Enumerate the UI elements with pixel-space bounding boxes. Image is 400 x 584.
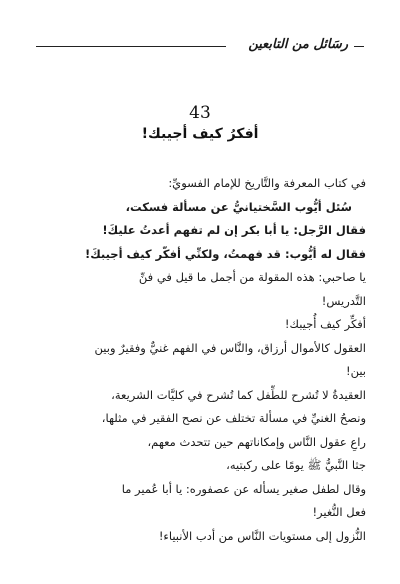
body-line: بين! bbox=[345, 364, 366, 378]
chapter-number: 43 bbox=[189, 103, 211, 123]
body-line: سُئل أيُّوب السَّختيانيُّ عن مسألة فسكت، bbox=[125, 199, 352, 214]
body-line: العقيدةُ لا تُشرح للطِّفل كما تُشرح في كليَّات الشريعة، bbox=[111, 387, 366, 402]
body-line: العقول كالأموال أرزاق، والنَّاس في الفهم غنيٌّ وفقيرٌ وبين bbox=[94, 340, 366, 355]
page-header bbox=[36, 37, 364, 57]
header-rule-right bbox=[354, 46, 364, 47]
header-rule-left bbox=[36, 46, 226, 47]
body-line: يا صاحبي: هذه المقولة من أجمل ما قيل في فنِّ bbox=[138, 270, 366, 284]
body-line: فقال الرَّجل: يا أبا بكر إن لم تفهم أعدتُ عليكَ! bbox=[102, 223, 366, 237]
body-line: فعل النُّغير! bbox=[312, 505, 366, 519]
body-line: ونصحُ الغنيِّ في مسألة تختلف عن نصح الفقير في مثلها، bbox=[101, 411, 366, 425]
body-line: راعِ عقول النَّاس وإمكاناتهم حين تتحدث معهم، bbox=[147, 434, 366, 449]
body-line: جثا النَّبيُّ ﷺ يومًا على ركبتيه، bbox=[226, 458, 366, 472]
body-line: النُّزول إلى مستويات النَّاس من أدب الأنبياء! bbox=[158, 528, 366, 543]
body-line: فقال له أيُّوب: قد فهمتُ، ولكنِّي أفكّر كيف أجيبكَ! bbox=[84, 246, 366, 261]
body-line: وقال لطفل صغير يسأله عن عصفوره: يا أبا عُمير ما bbox=[121, 481, 366, 496]
body-line: التَّدريس! bbox=[321, 293, 366, 308]
body-text bbox=[38, 172, 366, 548]
book-title: رسَائل من التابعين bbox=[248, 37, 348, 52]
body-line: في كتاب المعرفة والتَّاريخ للإمام الفسويِّ: bbox=[168, 176, 366, 190]
body-line: أفكِّر كيف أُجيبك! bbox=[284, 317, 366, 331]
chapter-title: أفكرُ كيف أجيبك! bbox=[141, 126, 259, 142]
